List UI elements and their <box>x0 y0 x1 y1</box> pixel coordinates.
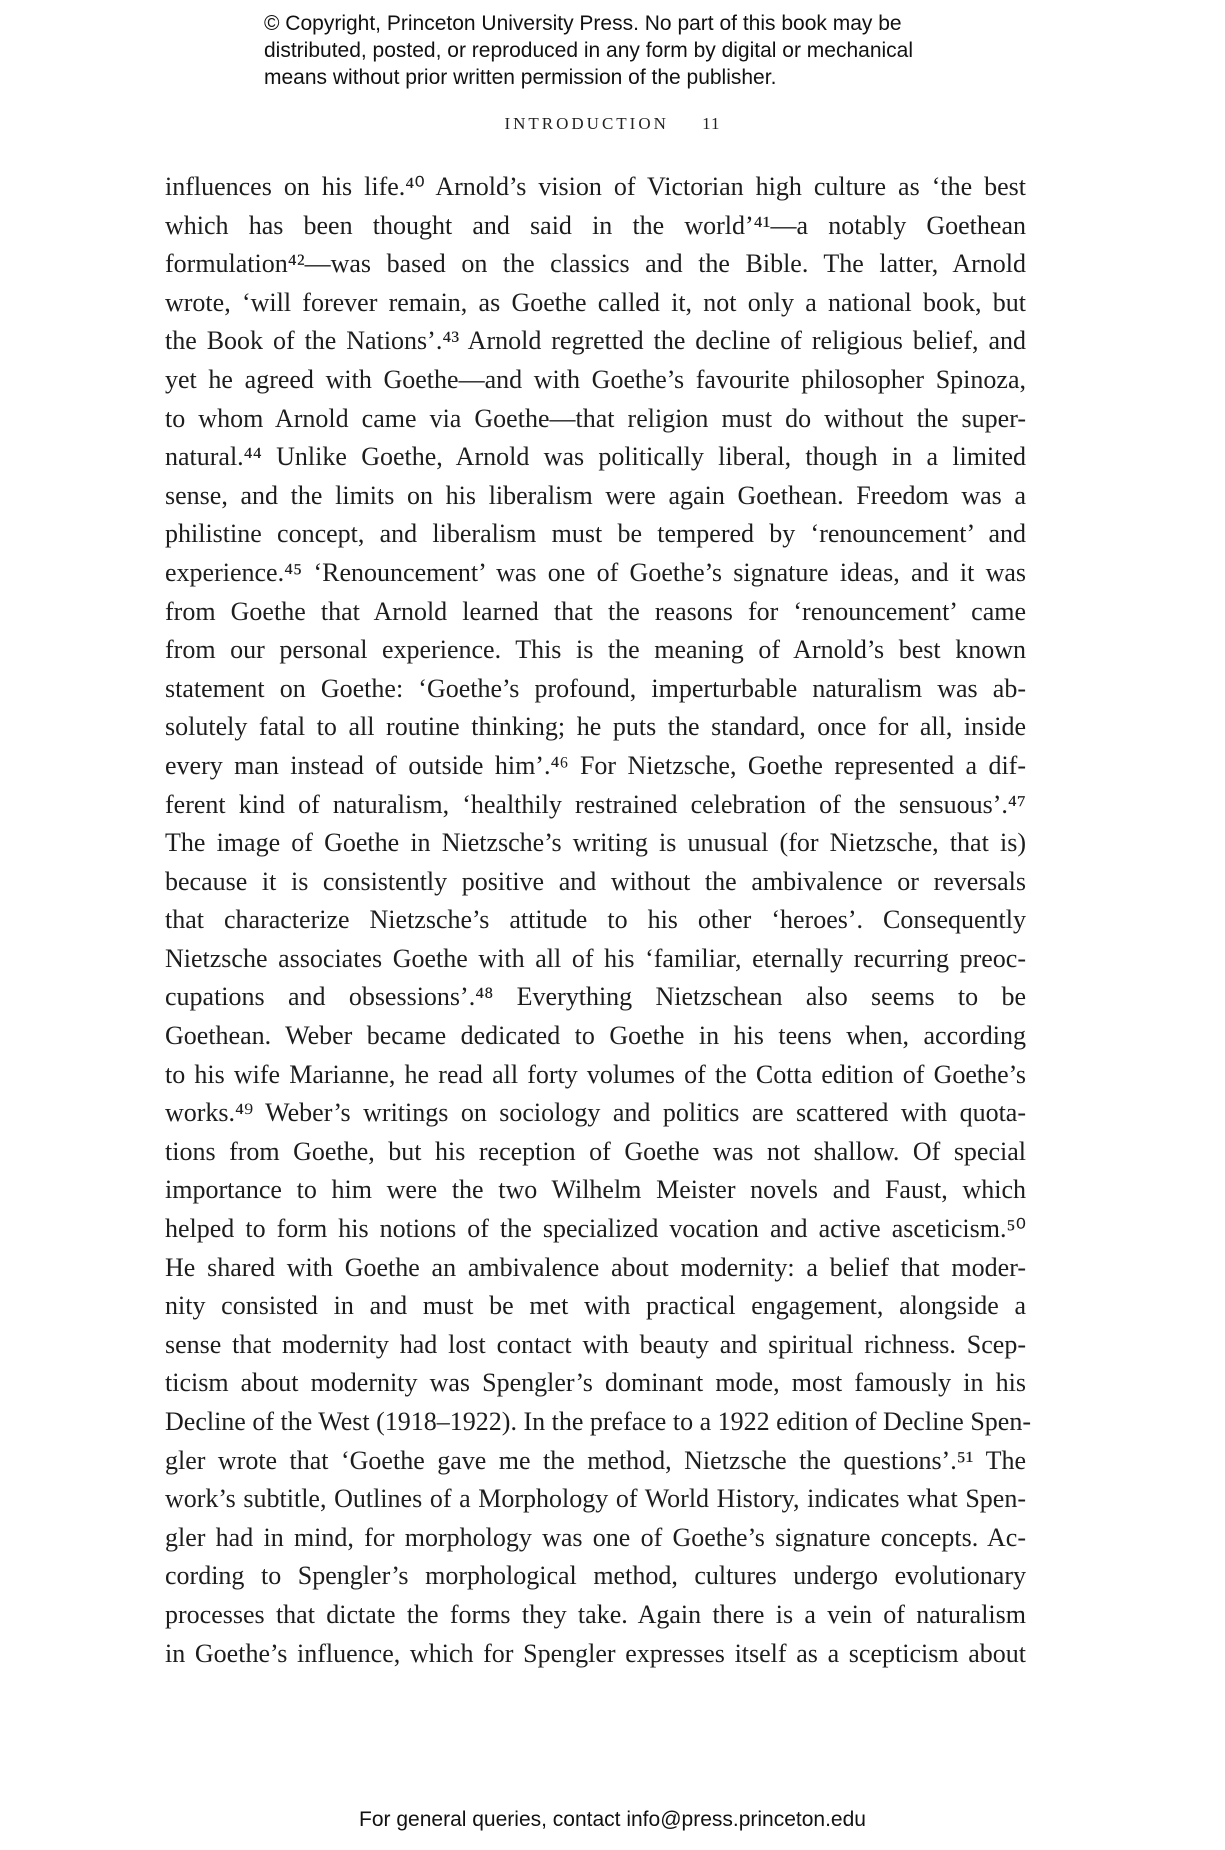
copyright-notice <box>264 10 1024 91</box>
text-line: ticism about modernity was Spengler’s dominant mode, most famously in his <box>165 1368 1026 1398</box>
text-line: nity consisted in and must be met with practical engagement, alongside a <box>165 1291 1026 1321</box>
text-line: influences on his life.⁴⁰ Arnold’s vision of Victorian high culture as ‘the best <box>165 172 1026 201</box>
copyright-line: means without prior written permission of the publisher. <box>264 66 777 89</box>
text-line: in Goethe’s influence, which for Spengler expresses itself as a scepticism about <box>165 1638 1026 1668</box>
text-line: yet he agreed with Goethe—and with Goethe’s favourite philosopher Spinoza, <box>165 364 1026 394</box>
text-line: which has been thought and said in the world’⁴¹—a notably Goethean <box>165 210 1026 240</box>
footer-contact: For general queries, contact info@press.princeton.edu <box>359 1808 866 1831</box>
text-line: He shared with Goethe an ambivalence about modernity: a belief that moder- <box>165 1252 1026 1282</box>
text-line: processes that dictate the forms they take. Again there is a vein of naturalism <box>165 1599 1026 1629</box>
text-line: sense that modernity had lost contact with beauty and spiritual richness. Scep- <box>165 1329 1026 1359</box>
text-line: importance to him were the two Wilhelm Meister novels and Faust, which <box>165 1175 1026 1205</box>
text-line: solutely fatal to all routine thinking; he puts the standard, once for all, inside <box>165 712 1026 742</box>
text-line: experience.⁴⁵ ‘Renouncement’ was one of Goethe’s signature ideas, and it was <box>165 557 1026 587</box>
page-number: 11 <box>702 114 721 133</box>
text-line: statement on Goethe: ‘Goethe’s profound, imperturbable naturalism was ab- <box>165 673 1026 703</box>
text-line: cording to Spengler’s morphological method, cultures undergo evolutionary <box>165 1561 1026 1591</box>
text-line: to whom Arnold came via Goethe—that religion must do without the super- <box>165 403 1026 433</box>
text-line: helped to form his notions of the specialized vocation and active asceticism.⁵⁰ <box>165 1214 1026 1244</box>
text-line: ferent kind of naturalism, ‘healthily restrained celebration of the sensuous’.⁴⁷ <box>165 789 1026 819</box>
text-line: to his wife Marianne, he read all forty volumes of the Cotta edition of Goethe’s <box>165 1059 1026 1089</box>
text-line: wrote, ‘will forever remain, as Goethe called it, not only a national book, but <box>165 287 1026 317</box>
text-line: gler wrote that ‘Goethe gave me the method, Nietzsche the questions’.⁵¹ The <box>165 1445 1026 1475</box>
copyright-line: © Copyright, Princeton University Press. No part of this book may be <box>264 12 902 35</box>
text-line: work’s subtitle, Outlines of a Morphology of World History, indicates what Spen- <box>165 1484 1026 1514</box>
body-text <box>165 168 1031 1673</box>
running-head <box>0 114 1225 134</box>
text-line: gler had in mind, for morphology was one of Goethe’s signature concepts. Ac- <box>165 1522 1026 1552</box>
text-line: natural.⁴⁴ Unlike Goethe, Arnold was politically liberal, though in a limited <box>165 442 1026 472</box>
text-line: The image of Goethe in Nietzsche’s writing is unusual (for Nietzsche, that is) <box>165 828 1026 858</box>
text-line: that characterize Nietzsche’s attitude to his other ‘heroes’. Consequently <box>165 905 1026 935</box>
text-line: cupations and obsessions’.⁴⁸ Everything Nietzschean also seems to be <box>165 982 1026 1012</box>
text-line: tions from Goethe, but his reception of Goethe was not shallow. Of special <box>165 1136 1026 1166</box>
text-line: from our personal experience. This is the meaning of Arnold’s best known <box>165 635 1026 665</box>
text-line: formulation⁴²—was based on the classics and the Bible. The latter, Arnold <box>165 249 1026 279</box>
text-line: because it is consistently positive and without the ambivalence or reversals <box>165 866 1026 896</box>
copyright-line: distributed, posted, or reproduced in any form by digital or mechanical <box>264 39 914 62</box>
running-head-title: INTRODUCTION <box>504 114 669 133</box>
text-line: philistine concept, and liberalism must be tempered by ‘renouncement’ and <box>165 519 1026 549</box>
text-line: Goethean. Weber became dedicated to Goethe in his teens when, according <box>165 1021 1026 1051</box>
text-line: sense, and the limits on his liberalism were again Goethean. Freedom was a <box>165 480 1026 510</box>
text-line: every man instead of outside him’.⁴⁶ For Nietzsche, Goethe represented a dif- <box>165 750 1026 780</box>
text-line: the Book of the Nations’.⁴³ Arnold regretted the decline of religious belief, and <box>165 326 1026 356</box>
text-line: works.⁴⁹ Weber’s writings on sociology and politics are scattered with quota- <box>165 1098 1026 1128</box>
text-line: Decline of the West (1918–1922). In the preface to a 1922 edition of Decline Spen- <box>165 1407 1031 1436</box>
text-line: from Goethe that Arnold learned that the reasons for ‘renouncement’ came <box>165 596 1026 626</box>
text-line: Nietzsche associates Goethe with all of his ‘familiar, eternally recurring preoc- <box>165 943 1026 973</box>
